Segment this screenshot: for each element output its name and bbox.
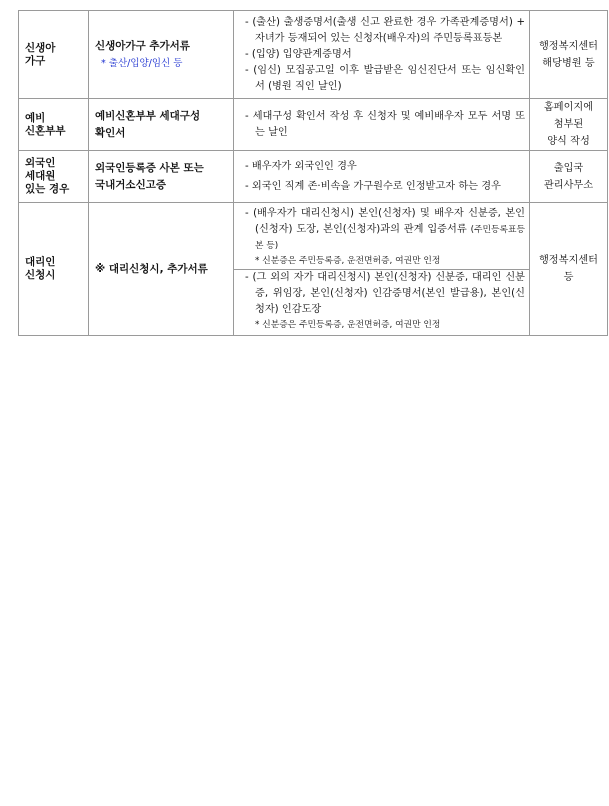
documents-table [18,10,608,336]
office-line: 양식 작성 [547,136,590,147]
office-cell [530,11,608,99]
detail-text: - (배우자가 대리신청시) 본인(신청자) 및 배우자 신분증, 본인(신청자) 도장, 본인(신청자)과의 관계 입증서류 [245,207,525,235]
office-line: 출입국 [553,162,584,174]
detail-item: - (그 외의 자가 대리신청시) 본인(신청자) 신분증, 대리인 신분증, 위임장, 본인(신청자) 인감증명서(본인 발급용), 본인(신청자) 인감도장 [245,271,525,315]
detail-item: - 배우자가 외국인인 경우 [245,160,357,172]
document-subnote: * 출산/입양/임신 등 [101,57,183,69]
category-line: 세대원 [25,170,56,182]
document-title: 신생아가구 추가서류 [95,39,190,52]
document-title: 외국인등록증 사본 또는 [95,161,204,174]
category-cell [19,11,89,99]
detail-item: - 외국인 직계 존·비속을 가구원수로 인정받고자 하는 경우 [245,180,501,192]
detail-item [240,206,525,254]
office-line: 행정복지센터 [538,255,599,266]
document-cell [89,11,234,99]
office-line: 첨부된 [553,119,584,130]
category-line: 신청시 [25,269,56,281]
detail-note: * 신분증은 주민등록증, 운전면허증, 여권만 인정 [255,255,441,266]
table-row [19,11,608,99]
table-row [19,99,608,151]
document-title: 예비신혼부부 세대구성 [95,109,201,122]
document-title: 국내거소신고증 [95,178,167,191]
office-line: 해당병원 등 [542,57,595,69]
table-row [19,151,608,203]
detail-block-spouse [234,205,529,269]
detail-small-text: (주민등록표등본 등) [255,224,525,251]
category-line: 신생아 [25,41,56,54]
office-cell [530,203,608,336]
document-cell [89,203,234,336]
document-title: ※ 대리신청시, 추가서류 [95,262,208,275]
details-cell [234,11,530,99]
document-cell [89,151,234,203]
office-cell [530,151,608,203]
details-cell [234,99,530,151]
category-line: 예비 [25,111,46,124]
office-line: 관리사무소 [543,179,594,191]
table-row [19,203,608,336]
detail-item: - (입양) 입양관계증명서 [245,48,352,60]
details-cell [234,203,530,336]
detail-block-other [234,269,529,334]
office-line: 홈페이지에 [543,102,594,113]
detail-item: - (임신) 모집공고일 이후 발급받은 임신진단서 또는 임신확인서 (병원 직인 날인) [245,64,525,92]
category-line: 신혼부부 [25,124,66,137]
details-cell [234,151,530,203]
detail-item: - (출산) 출생증명서(출생 신고 완료한 경우 가족관계증명서) + 자녀가 등재되어 있는 신청자(배우자)의 주민등록표등본 [245,16,525,44]
category-cell [19,99,89,151]
office-line: 등 [563,272,574,283]
category-line: 외국인 [25,157,56,169]
office-cell [530,99,608,151]
document-title: 확인서 [95,126,126,139]
category-line: 대리인 [25,256,56,268]
category-cell [19,203,89,336]
detail-note: * 신분증은 주민등록증, 운전면허증, 여권만 인정 [255,319,441,330]
office-line: 행정복지센터 [538,40,599,52]
detail-item: - 세대구성 확인서 작성 후 신청자 및 예비배우자 모두 서명 또는 날인 [245,110,525,138]
category-cell [19,151,89,203]
category-line: 가구 [25,54,46,67]
category-line: 있는 경우 [25,183,70,195]
document-cell [89,99,234,151]
